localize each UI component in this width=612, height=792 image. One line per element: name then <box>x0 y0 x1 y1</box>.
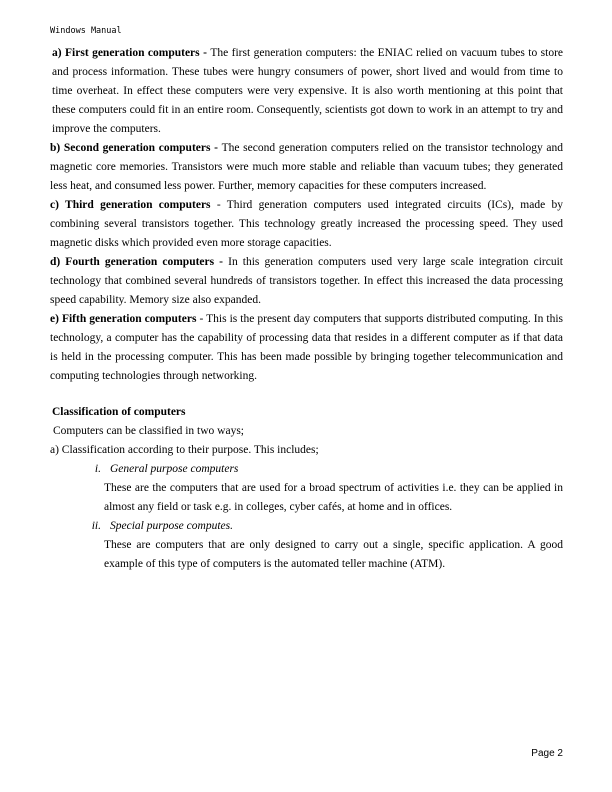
paragraph-third-generation <box>50 196 563 253</box>
paragraph-label: a) First generation computers - <box>52 47 211 59</box>
paragraph-label: e) Fifth generation computers <box>50 313 197 325</box>
list-item-body: These are computers that are only designed to carry out a single, specific application. A good example of this type of computers is the automated teller machine (ATM). <box>104 539 563 570</box>
list-item-body: These are the computers that are used for a broad spectrum of activities i.e. they can be applied in almost any field or task e.g. in colleges, cyber cafés, at home and in offices. <box>104 482 563 513</box>
paragraph-fifth-generation <box>50 310 563 386</box>
classification-item-a: a) Classification according to their purpose. This includes; <box>50 444 319 456</box>
paragraph-first-generation <box>50 44 563 139</box>
roman-numeral: ii. <box>91 520 101 532</box>
paragraph-label: d) Fourth generation computers - <box>50 256 229 268</box>
paragraph-label: c) Third generation computers <box>50 199 211 211</box>
list-item-special-purpose <box>50 517 563 574</box>
page-footer: Page 2 <box>531 748 563 759</box>
paragraph-text: The first generation computers: the ENIAC relied on vacuum tubes to store and process information. These tubes were hungry consumers of power, short lived and would from time to time overheat. In effect these computers were very expensive. It is also worth mentioning at this point that these computers could fit in an entire room. Consequently, scientists got down to work in an attempt to try and improve the computers. <box>52 47 564 135</box>
list-item-general-purpose <box>50 460 563 517</box>
page-header: Windows Manual <box>50 26 122 36</box>
paragraph-text: In this generation computers used very large scale integration circuit technology that combined several hundreds of transistors together. In effect this increased the data processing speed capability. Memory size also expanded. <box>50 256 563 306</box>
paragraph-label: b) Second generation computers - <box>50 142 222 154</box>
paragraph-fourth-generation <box>50 253 563 310</box>
paragraph-text: - Third generation computers used integrated circuits (ICs), made by combining several transistors together. This technology greatly increased the processing speed. They used magnetic disks which provided even more storage capacities. <box>50 199 563 249</box>
list-item-title: General purpose computers <box>110 463 239 475</box>
list-item-title: Special purpose computes. <box>110 520 233 532</box>
paragraph-second-generation <box>50 139 563 196</box>
classification-intro: Computers can be classified in two ways; <box>53 425 244 437</box>
paragraph-text: The second generation computers relied on the transistor technology and magnetic core memories. Transistors were much more stable and reliable than vacuum tubes; they generated less heat, and consumed less power. Further, memory capacities for these computers increased. <box>50 142 563 192</box>
section-heading-classification: Classification of computers <box>52 406 186 418</box>
paragraph-text: - This is the present day computers that supports distributed computing. In this technology, a computer has the capability of processing data that resides in a different computer as if that data is held in the processing computer. This has been made possible by bringing together telecommunication and computing technologies through networking. <box>50 313 563 382</box>
roman-numeral: i. <box>94 463 101 475</box>
document-content <box>50 44 563 574</box>
list-item-title-line <box>78 460 563 479</box>
list-item-title-line <box>78 517 563 536</box>
